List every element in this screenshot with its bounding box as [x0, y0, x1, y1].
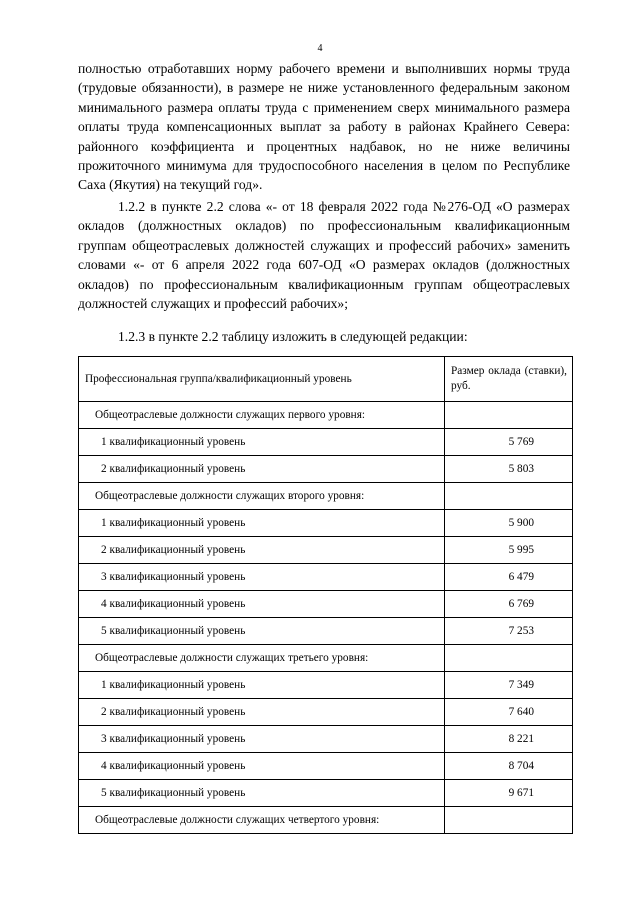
level-label-cell: 2 квалификационный уровень: [79, 537, 445, 564]
table-row: [79, 672, 573, 699]
salary-value-cell: 7 640: [445, 699, 573, 726]
header-group: Профессиональная группа/квалификационный уровень: [79, 357, 445, 402]
paragraph-continuation: полностью отработавших норму рабочего времени и выполнивших нормы труда (трудовые обязанности), в размере не ниже установленного федеральным законом минимального размера оплаты труда с применением сверх минимального размера оплаты труда компенсационных выплат за работу в районах Крайнего Севера: районного коэффициента и процентных надбавок, но не ниже величины прожиточного минимума для трудоспособного населения в целом по Республике Саха (Якутия) на текущий год».: [78, 61, 570, 193]
salary-value-cell: [445, 807, 573, 834]
level-label-cell: 1 квалификационный уровень: [79, 429, 445, 456]
table-row: [79, 483, 573, 510]
level-label-cell: 3 квалификационный уровень: [79, 726, 445, 753]
table-row: [79, 645, 573, 672]
salary-value-cell: 5 900: [445, 510, 573, 537]
salary-value-cell: 9 671: [445, 780, 573, 807]
salary-value-cell: 6 769: [445, 591, 573, 618]
paragraph-1-2-3: 1.2.3 в пункте 2.2 таблицу изложить в следующей редакции:: [118, 329, 468, 344]
header-amount: Размер оклада (ставки), руб.: [445, 357, 573, 402]
group-label-cell: Общеотраслевые должности служащих третьего уровня:: [79, 645, 445, 672]
table-row: [79, 402, 573, 429]
salary-value-cell: [445, 645, 573, 672]
table-row: [79, 618, 573, 645]
level-label-cell: 1 квалификационный уровень: [79, 672, 445, 699]
table-row: [79, 807, 573, 834]
salary-value-cell: 7 349: [445, 672, 573, 699]
level-label-cell: 5 квалификационный уровень: [79, 618, 445, 645]
table-row: [79, 429, 573, 456]
salary-value-cell: 5 803: [445, 456, 573, 483]
table-row: [79, 537, 573, 564]
salary-value-cell: 8 221: [445, 726, 573, 753]
table-row: [79, 591, 573, 618]
table-row: [79, 456, 573, 483]
table-row: [79, 699, 573, 726]
paragraph-1-2-2: 1.2.2 в пункте 2.2 слова «- от 18 февраля 2022 года №276-ОД «О размерах окладов (должностных окладов) по профессиональным квалификационным группам общеотраслевых должностей служащих и профессий рабочих» заменить словами «- от 6 апреля 2022 года 607-ОД «О размерах окладов (должностных окладов) по профессиональным квалификационным группам общеотраслевых должностей служащих и профессий рабочих»;: [78, 199, 570, 312]
salary-value-cell: 5 769: [445, 429, 573, 456]
level-label-cell: 2 квалификационный уровень: [79, 456, 445, 483]
salary-value-cell: 6 479: [445, 564, 573, 591]
salary-value-cell: 5 995: [445, 537, 573, 564]
salary-value-cell: 8 704: [445, 753, 573, 780]
group-label-cell: Общеотраслевые должности служащих второго уровня:: [79, 483, 445, 510]
table-row: [79, 780, 573, 807]
level-label-cell: 2 квалификационный уровень: [79, 699, 445, 726]
level-label-cell: 4 квалификационный уровень: [79, 591, 445, 618]
group-label-cell: Общеотраслевые должности служащих первого уровня:: [79, 402, 445, 429]
table-header-row: [79, 357, 573, 402]
salary-value-cell: [445, 483, 573, 510]
table-row: [79, 564, 573, 591]
level-label-cell: 4 квалификационный уровень: [79, 753, 445, 780]
level-label-cell: 3 квалификационный уровень: [79, 564, 445, 591]
level-label-cell: 1 квалификационный уровень: [79, 510, 445, 537]
level-label-cell: 5 квалификационный уровень: [79, 780, 445, 807]
table-body: [79, 402, 573, 834]
table-row: [79, 753, 573, 780]
salary-value-cell: [445, 402, 573, 429]
salary-table: [78, 356, 573, 834]
group-label-cell: Общеотраслевые должности служащих четвертого уровня:: [79, 807, 445, 834]
table-row: [79, 726, 573, 753]
salary-value-cell: 7 253: [445, 618, 573, 645]
page-number: 4: [317, 43, 323, 54]
table-row: [79, 510, 573, 537]
